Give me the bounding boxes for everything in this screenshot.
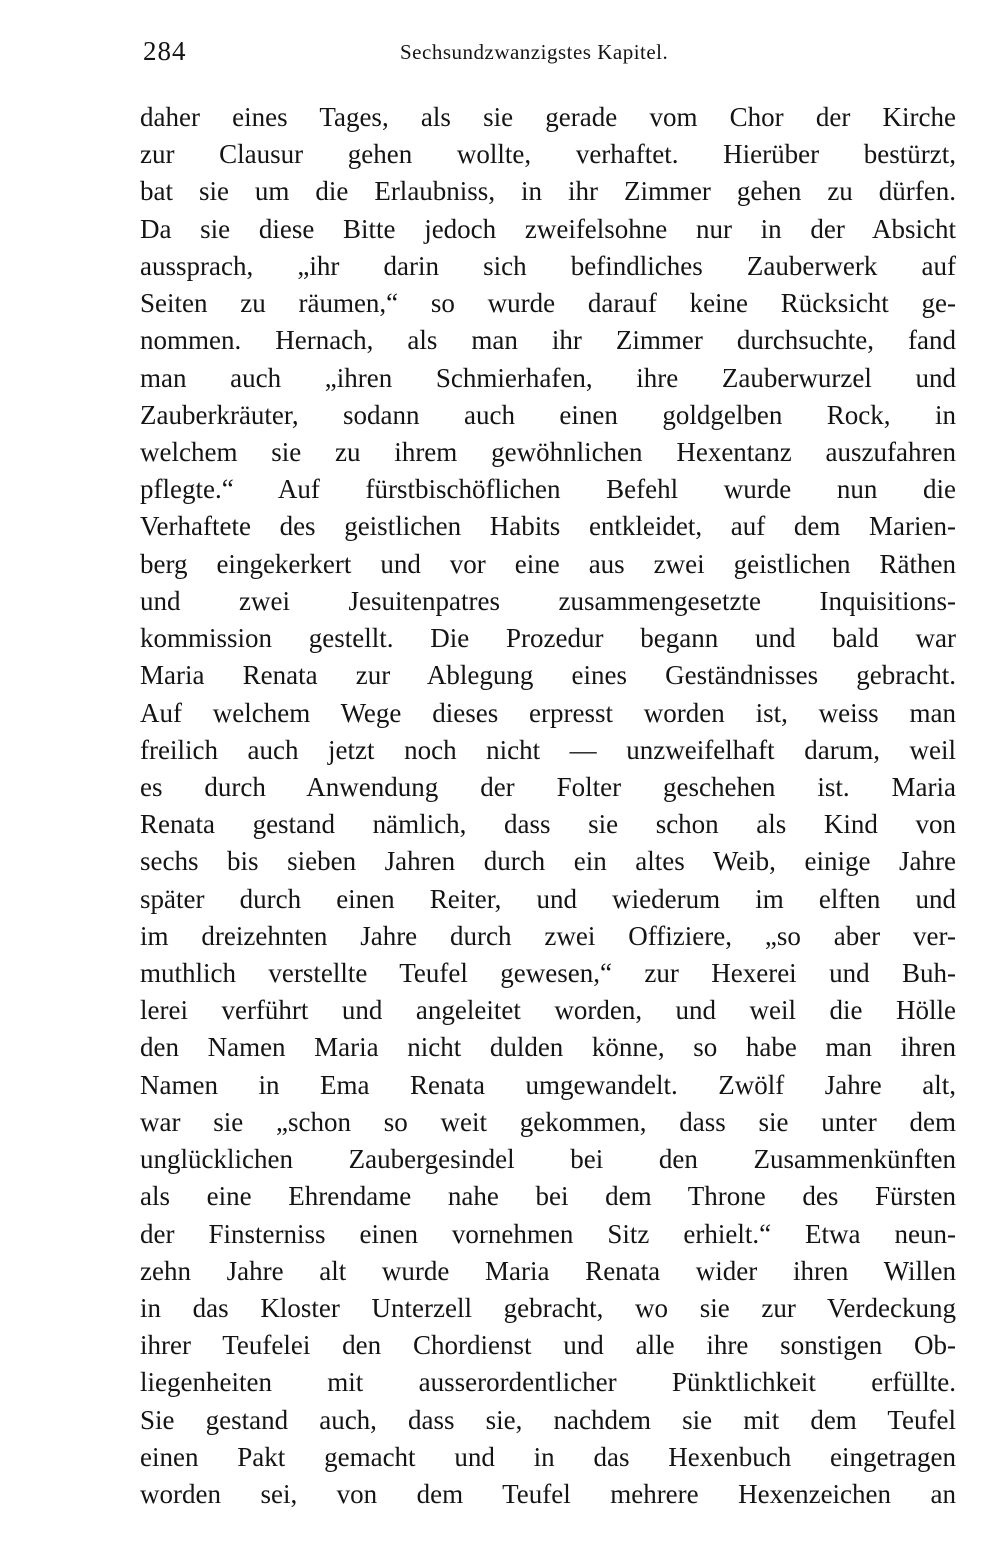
text-line: Maria Renata zur Ablegung eines Geständnisses gebracht. [140, 660, 956, 691]
text-line: worden sei, von dem Teufel mehrere Hexenzeichen an [140, 1479, 956, 1510]
text-line: nommen. Hernach, als man ihr Zimmer durchsuchte, fand [140, 325, 956, 356]
text-line: später durch einen Reiter, und wiederum im elften und [140, 883, 956, 914]
text-line: es durch Anwendung der Folter geschehen ist. Maria [140, 771, 956, 802]
text-line: und zwei Jesuitenpatres zusammengesetzte Inquisitions- [140, 585, 956, 616]
text-line: in das Kloster Unterzell gebracht, wo sie zur Verdeckung [140, 1293, 956, 1323]
text-line: Verhaftete des geistlichen Habits entkleidet, auf dem Marien- [140, 511, 956, 542]
page-header [0, 36, 1000, 76]
text-line: daher eines Tages, als sie gerade vom Chor der Kirche [140, 102, 956, 132]
text-line: zehn Jahre alt wurde Maria Renata wider ihren Willen [140, 1255, 956, 1286]
text-line: pflegte.“ Auf fürstbischöflichen Befehl wurde nun die [140, 474, 956, 505]
text-line: bat sie um die Erlaubniss, in ihr Zimmer gehen zu dürfen. [140, 176, 956, 207]
text-line: man auch „ihren Schmierhafen, ihre Zauberwurzel und [140, 362, 956, 393]
text-line: der Finsterniss einen vornehmen Sitz erhielt.“ Etwa neun- [140, 1218, 956, 1249]
text-line: Zauberkräuter, sodann auch einen goldgelben Rock, in [140, 399, 956, 430]
text-line: lerei verführt und angeleitet worden, und weil die Hölle [140, 995, 956, 1026]
text-line: unglücklichen Zaubergesindel bei den Zusammenkünften [140, 1144, 956, 1175]
text-line: Namen in Ema Renata umgewandelt. Zwölf Jahre alt, [140, 1069, 956, 1100]
text-line: einen Pakt gemacht und in das Hexenbuch eingetragen [140, 1441, 956, 1472]
text-line: den Namen Maria nicht dulden könne, so habe man ihren [140, 1032, 956, 1063]
text-line: freilich auch jetzt noch nicht — unzweifelhaft darum, weil [140, 734, 956, 765]
text-line: berg eingekerkert und vor eine aus zwei geistlichen Räthen [140, 548, 956, 579]
text-line: als eine Ehrendame nahe bei dem Throne des Fürsten [140, 1181, 956, 1212]
text-line: kommission gestellt. Die Prozedur begann und bald war [140, 623, 956, 654]
text-line: sechs bis sieben Jahren durch ein altes Weib, einige Jahre [140, 846, 956, 877]
text-line: muthlich verstellte Teufel gewesen,“ zur Hexerei und Buh- [140, 958, 956, 989]
text-line: Sie gestand auch, dass sie, nachdem sie mit dem Teufel [140, 1404, 956, 1435]
text-line: im dreizehnten Jahre durch zwei Offiziere, „so aber ver- [140, 920, 956, 951]
page-number: 284 [143, 36, 187, 66]
text-line: Seiten zu räumen,“ so wurde darauf keine Rücksicht ge- [140, 288, 956, 319]
text-line: welchem sie zu ihrem gewöhnlichen Hexentanz auszufahren [140, 436, 956, 467]
text-line: ihrer Teufelei den Chordienst und alle ihre sonstigen Ob- [140, 1330, 956, 1361]
text-line: aussprach, „ihr darin sich befindliches Zauberwerk auf [140, 250, 956, 281]
text-line: war sie „schon so weit gekommen, dass sie unter dem [140, 1106, 956, 1137]
text-line: zur Clausur gehen wollte, verhaftet. Hierüber bestürzt, [140, 139, 956, 170]
body-text [140, 99, 956, 1519]
text-line: Da sie diese Bitte jedoch zweifelsohne nur in der Absicht [140, 213, 956, 244]
text-line: liegenheiten mit ausserordentlicher Pünktlichkeit erfüllte. [140, 1367, 956, 1398]
text-line: Auf welchem Wege dieses erpresst worden ist, weiss man [140, 697, 956, 728]
running-head: Sechsundzwanzigstes Kapitel. [400, 40, 669, 64]
text-line: Renata gestand nämlich, dass sie schon als Kind von [140, 809, 956, 840]
